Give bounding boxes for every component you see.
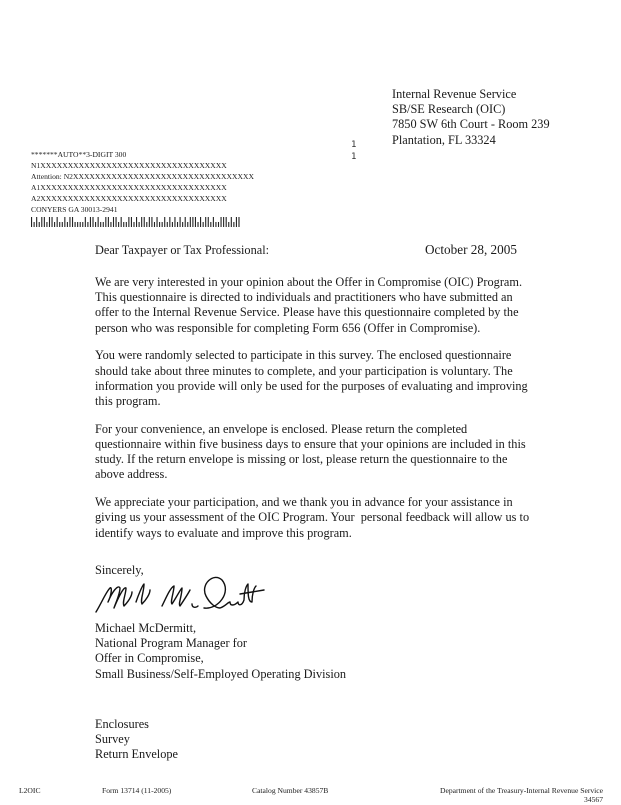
closing: Sincerely, bbox=[95, 563, 144, 577]
barcode-bar bbox=[31, 217, 32, 227]
barcode-bar bbox=[133, 222, 134, 227]
barcode-bar bbox=[100, 222, 101, 227]
barcode-bar bbox=[41, 217, 42, 227]
barcode-bar bbox=[80, 222, 81, 227]
barcode-bar bbox=[54, 222, 55, 227]
barcode-bar bbox=[90, 217, 91, 227]
barcode-bar bbox=[118, 222, 119, 227]
barcode-bar bbox=[215, 222, 216, 227]
signer-line: Michael McDermitt, bbox=[95, 621, 197, 635]
letter-date: October 28, 2005 bbox=[425, 242, 517, 257]
barcode-bar bbox=[203, 222, 204, 227]
barcode-bar bbox=[77, 222, 78, 227]
paragraph: We appreciate your participation, and we thank you in advance for your assistance in giving us your assessment of the OIC Program. Your personal feedback will allow us to identify ways to evaluate and improve this program. bbox=[95, 495, 533, 540]
paragraph: We are very interested in your opinion about the Offer in Compromise (OIC) Program. This questionnaire is directed to individuals and practitioners who have submitted an offer to the Internal Revenue Service. Please have this questionnaire completed by the person who was responsible for completing Form 656 (Offer in Compromise). bbox=[95, 275, 523, 335]
barcode-bar bbox=[167, 222, 168, 227]
barcode-bar bbox=[154, 222, 155, 227]
barcode-bar bbox=[233, 222, 234, 227]
barcode-bar bbox=[49, 217, 50, 227]
barcode-bar bbox=[116, 217, 117, 227]
barcode-bar bbox=[223, 217, 224, 227]
barcode-bar bbox=[236, 217, 237, 227]
barcode-bar bbox=[44, 217, 45, 227]
barcode-bar bbox=[192, 217, 193, 227]
page-count: 1 bbox=[351, 140, 357, 150]
mailing-address-line: Attention: N2XXXXXXXXXXXXXXXXXXXXXXXXXXXXXXXXX bbox=[31, 172, 254, 181]
mailing-address-line: *******AUTO**3-DIGIT 300 bbox=[31, 150, 127, 159]
barcode-bar bbox=[105, 217, 106, 227]
mailing-address-line: A2XXXXXXXXXXXXXXXXXXXXXXXXXXXXXXXXXX bbox=[31, 194, 227, 203]
postal-barcode-icon bbox=[31, 217, 241, 227]
enclosures bbox=[95, 717, 178, 763]
barcode-bar bbox=[123, 222, 124, 227]
footer-number: 34567 bbox=[584, 795, 603, 804]
barcode-bar bbox=[95, 222, 96, 227]
salutation: Dear Taxpayer or Tax Professional: bbox=[95, 243, 270, 257]
barcode-bar bbox=[34, 222, 35, 227]
barcode-bar bbox=[208, 217, 209, 227]
page-counts bbox=[351, 140, 356, 163]
barcode-bar bbox=[146, 222, 147, 227]
barcode-bar bbox=[67, 222, 68, 227]
barcode-bar bbox=[82, 222, 83, 227]
footer-code: L2OIC bbox=[19, 786, 41, 795]
barcode-bar bbox=[139, 222, 140, 227]
barcode-bar bbox=[231, 217, 232, 227]
barcode-bar bbox=[226, 217, 227, 227]
barcode-bar bbox=[162, 222, 163, 227]
barcode-bar bbox=[62, 222, 63, 227]
return-address-line: 7850 SW 6th Court - Room 239 bbox=[392, 117, 550, 132]
barcode-bar bbox=[108, 217, 109, 227]
barcode-bar bbox=[169, 217, 170, 227]
barcode-bar bbox=[144, 217, 145, 227]
page-count: 1 bbox=[351, 151, 357, 162]
barcode-bar bbox=[228, 222, 229, 227]
barcode-bar bbox=[121, 217, 122, 227]
barcode-bar bbox=[39, 222, 40, 227]
barcode-bar bbox=[180, 217, 181, 227]
barcode-bar bbox=[75, 222, 76, 227]
barcode-bar bbox=[64, 217, 65, 227]
mailing-address-line: A1XXXXXXXXXXXXXXXXXXXXXXXXXXXXXXXXXX bbox=[31, 183, 227, 192]
barcode-bar bbox=[128, 217, 129, 227]
barcode-bar bbox=[187, 222, 188, 227]
barcode-bar bbox=[174, 217, 175, 227]
barcode-bar bbox=[57, 217, 58, 227]
barcode-bar bbox=[92, 217, 93, 227]
barcode-bar bbox=[87, 222, 88, 227]
barcode-bar bbox=[205, 217, 206, 227]
barcode-bar bbox=[195, 217, 196, 227]
signer-line: Offer in Compromise, bbox=[95, 651, 204, 666]
barcode-bar bbox=[103, 222, 104, 227]
barcode-bar bbox=[72, 217, 73, 227]
barcode-bar bbox=[197, 222, 198, 227]
return-address-line: Internal Revenue Service bbox=[392, 87, 517, 101]
footer-department-name: Department of the Treasury-Internal Revenue Service bbox=[440, 786, 603, 795]
barcode-bar bbox=[172, 222, 173, 227]
signature-icon bbox=[92, 572, 267, 620]
barcode-bar bbox=[213, 217, 214, 227]
return-address-line: SB/SE Research (OIC) bbox=[392, 102, 506, 117]
barcode-bar bbox=[141, 217, 142, 227]
barcode-bar bbox=[221, 217, 222, 227]
barcode-bar bbox=[46, 222, 47, 227]
signer-line: Small Business/Self-Employed Operating Division bbox=[95, 666, 347, 681]
signer-block bbox=[95, 621, 346, 682]
barcode-bar bbox=[218, 222, 219, 227]
paragraph: You were randomly selected to participate in this survey. The enclosed questionnaire should take about three minutes to complete, and your participation is voluntary. The information you provide will only be used for the purposes of evaluating and improving this program. bbox=[95, 348, 528, 409]
enclosure-line: Return Envelope bbox=[95, 747, 178, 762]
barcode-bar bbox=[69, 217, 70, 227]
barcode-bar bbox=[164, 217, 165, 227]
barcode-bar bbox=[149, 217, 150, 227]
barcode-bar bbox=[131, 217, 132, 227]
return-address-line: Plantation, FL 33324 bbox=[392, 132, 496, 147]
barcode-bar bbox=[185, 217, 186, 227]
barcode-bar bbox=[126, 222, 127, 227]
barcode-bar bbox=[238, 217, 239, 227]
letter-body bbox=[95, 275, 535, 553]
footer-department bbox=[440, 786, 603, 804]
mailing-address-line: CONYERS GA 30013-2941 bbox=[31, 205, 118, 214]
barcode-bar bbox=[59, 222, 60, 227]
return-address bbox=[392, 87, 550, 148]
barcode-bar bbox=[151, 217, 152, 227]
barcode-bar bbox=[98, 217, 99, 227]
enclosure-line: Survey bbox=[95, 732, 130, 747]
footer-form: Form 13714 (11-2005) bbox=[102, 786, 172, 795]
barcode-bar bbox=[51, 217, 52, 227]
barcode-bar bbox=[200, 217, 201, 227]
barcode-bar bbox=[113, 217, 114, 227]
paragraph: For your convenience, an envelope is enclosed. Please return the completed questionnaire within five business days to ensure that your opinions are included in this study. If the return envelope is missing or lost, please return the questionnaire to the above address. bbox=[95, 421, 526, 482]
barcode-bar bbox=[182, 222, 183, 227]
mailing-address bbox=[31, 149, 254, 215]
barcode-bar bbox=[156, 217, 157, 227]
signer-line: National Program Manager for bbox=[95, 636, 247, 651]
enclosure-line: Enclosures bbox=[95, 717, 149, 731]
footer-catalog: Catalog Number 43857B bbox=[252, 786, 329, 795]
barcode-bar bbox=[136, 217, 137, 227]
barcode-bar bbox=[177, 222, 178, 227]
barcode-bar bbox=[159, 222, 160, 227]
barcode-bar bbox=[85, 217, 86, 227]
barcode-bar bbox=[36, 217, 37, 227]
barcode-bar bbox=[110, 222, 111, 227]
mailing-address-line: N1XXXXXXXXXXXXXXXXXXXXXXXXXXXXXXXXXX bbox=[31, 161, 227, 170]
barcode-bar bbox=[190, 217, 191, 227]
barcode-bar bbox=[210, 222, 211, 227]
